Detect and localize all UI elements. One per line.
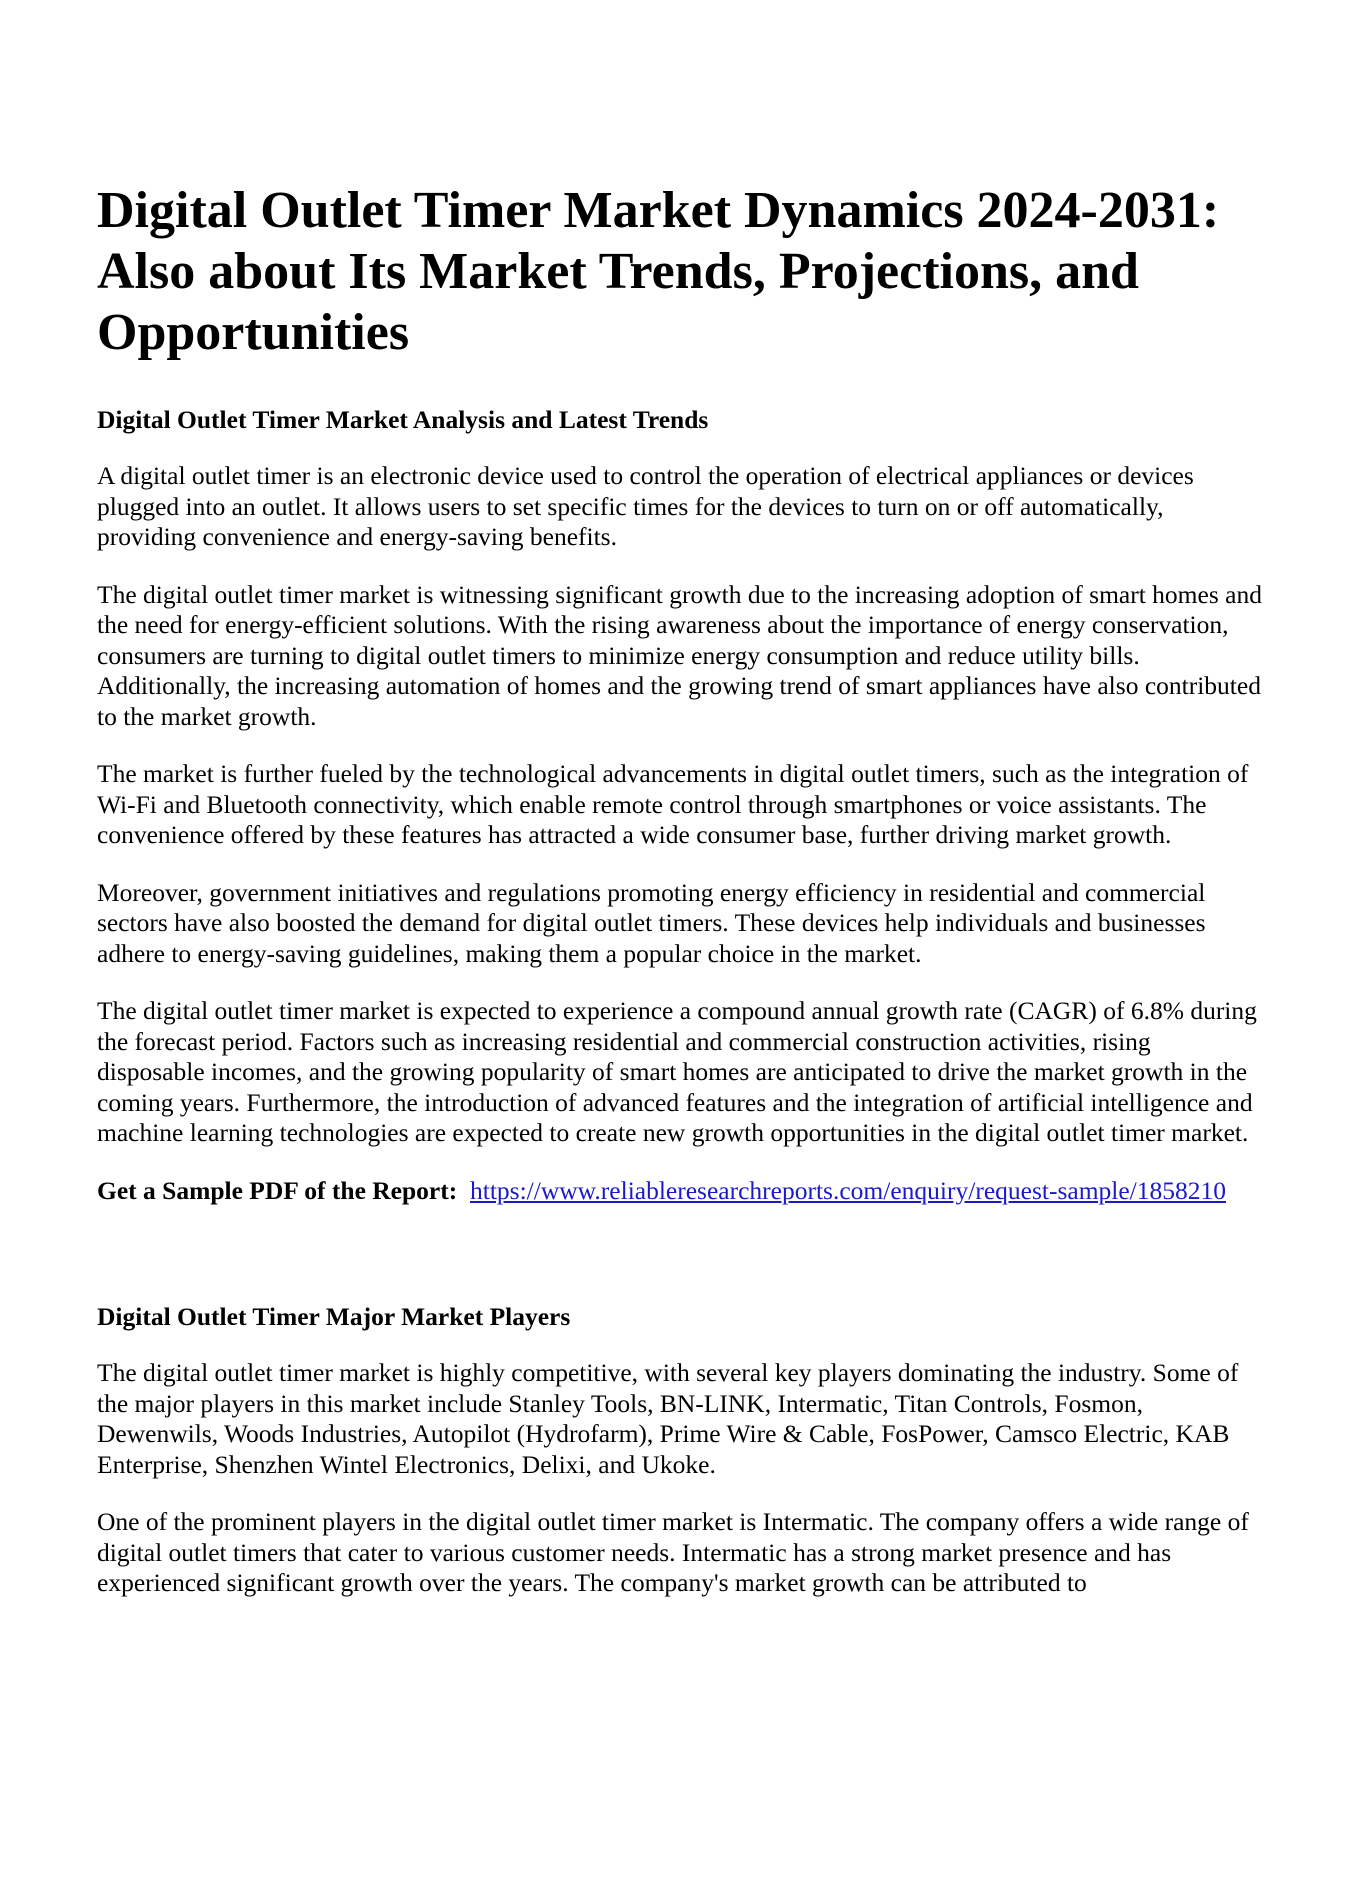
paragraph: The market is further fueled by the technological advancements in digital outlet timers, such as the integration of Wi-Fi and Bluetooth connectivity, which enable remote control through smartphones or voice assistants. The convenience offered by these features has attracted a wide consumer base, further driving market growth. bbox=[97, 759, 1249, 849]
sample-pdf-label: Get a Sample PDF of the Report: bbox=[97, 1175, 458, 1205]
section-heading-analysis: Digital Outlet Timer Market Analysis and Latest Trends bbox=[97, 405, 709, 434]
paragraph: A digital outlet timer is an electronic device used to control the operation of electrical appliances or devices plugged into an outlet. It allows users to set specific times for the devices to turn on or off automatically, providing convenience and energy-saving benefits. bbox=[97, 461, 1194, 551]
section-heading-players: Digital Outlet Timer Major Market Players bbox=[97, 1302, 571, 1331]
page-title: Digital Outlet Timer Market Dynamics 2024-2031: Also about Its Market Trends, Projections, and Opportunities bbox=[97, 182, 1220, 361]
spacer bbox=[97, 1206, 1262, 1302]
document-page bbox=[97, 180, 1262, 1626]
sample-pdf-link[interactable]: https://www.reliableresearchreports.com/enquiry/request-sample/1858210 bbox=[469, 1175, 1227, 1205]
sample-pdf-line bbox=[97, 1176, 1262, 1207]
paragraph: One of the prominent players in the digital outlet timer market is Intermatic. The company offers a wide range of digital outlet timers that cater to various customer needs. Intermatic has a strong market presence and has experienced significant growth over the years. The company's market growth can be attributed to bbox=[97, 1507, 1249, 1597]
paragraph: The digital outlet timer market is expected to experience a compound annual growth rate (CAGR) of 6.8% during the forecast period. Factors such as increasing residential and commercial construction activities, rising disposable incomes, and the growing popularity of smart homes are anticipated to drive the market growth in the coming years. Furthermore, the introduction of advanced features and the integration of artificial intelligence and machine learning technologies are expected to create new growth opportunities in the digital outlet timer market. bbox=[97, 996, 1257, 1147]
paragraph: Moreover, government initiatives and regulations promoting energy efficiency in residential and commercial sectors have also boosted the demand for digital outlet timers. These devices help individuals and businesses adhere to energy-saving guidelines, making them a popular choice in the market. bbox=[97, 877, 1206, 968]
paragraph: The digital outlet timer market is highly competitive, with several key players dominating the industry. Some of the major players in this market include Stanley Tools, BN-LINK, Intermatic, Titan Controls, Fosmon, Dewenwils, Woods Industries, Autopilot (Hydrofarm), Prime Wire & Cable, FosPower, Camsco Electric, KAB Enterprise, Shenzhen Wintel Electronics, Delixi, and Ukoke. bbox=[97, 1358, 1239, 1479]
paragraph: The digital outlet timer market is witnessing significant growth due to the increasing adoption of smart homes and the need for energy-efficient solutions. With the rising awareness about the importance of energy conservation, consumers are turning to digital outlet timers to minimize energy consumption and reduce utility bills. Additionally, the increasing automation of homes and the growing trend of smart appliances have also contributed to the market growth. bbox=[97, 579, 1262, 731]
